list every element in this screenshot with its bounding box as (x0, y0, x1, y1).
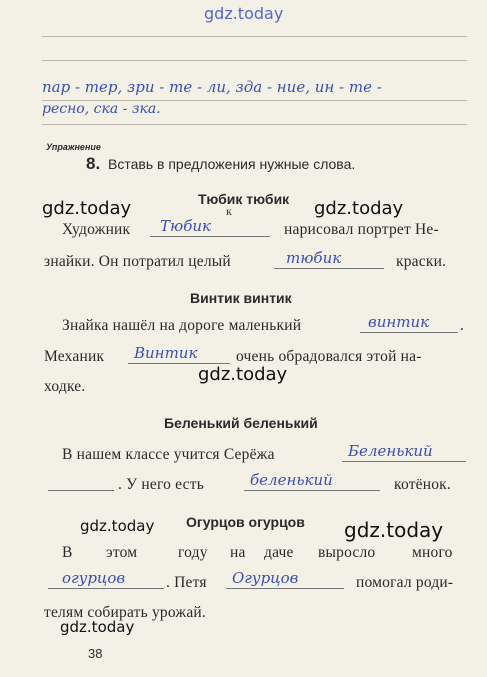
answer-blank (274, 251, 384, 269)
section1-sentence1-end: нарисовал портрет Не- (284, 221, 439, 238)
answer-blank (226, 571, 344, 589)
section4-word: В (62, 544, 73, 561)
watermark: gdz.today (344, 518, 444, 542)
section4-answer1: огурцов (62, 569, 126, 587)
section4-word: даче (264, 544, 294, 561)
section4-heading: Огурцов огурцов (186, 514, 305, 530)
section3-answer2: беленький (250, 471, 333, 489)
watermark: gdz.today (198, 364, 288, 385)
watermark: gdz.today (42, 198, 132, 219)
watermark-top: gdz.today (204, 4, 284, 23)
section3-sentence2-end: котёнок. (394, 476, 451, 493)
section4-answer2: Огурцов (232, 569, 299, 587)
exercise-label: Упражнение (46, 142, 101, 152)
section4-sentence2-mid: . Петя (166, 574, 207, 591)
watermark: gdz.today (314, 198, 404, 219)
answer-blank (48, 571, 164, 589)
exercise-instruction: Вставь в предложения нужные слова. (108, 156, 356, 172)
section4-word: выросло (318, 544, 376, 561)
ruled-line (42, 36, 467, 37)
answer-blank (150, 219, 270, 237)
section2-sentence3: ходке. (44, 378, 86, 395)
handwriting-line-2: ресно, ска - зка. (42, 101, 161, 117)
section4-sentence2-end: помогал роди- (356, 574, 454, 591)
section2-answer1: винтик (368, 313, 430, 331)
section3-sentence2-mid: . У него есть (118, 476, 204, 493)
handwriting-line-1: пар - тер, зри - те - ли, зда - ние, ин - те - (42, 78, 382, 96)
section4-sentence3: телям собирать урожай. (44, 604, 206, 621)
section4-word: этом (106, 544, 138, 561)
section4-word: году (178, 544, 208, 561)
ruled-line (42, 124, 467, 125)
watermark: gdz.today (80, 517, 155, 535)
section1-answer2: тюбик (286, 249, 342, 267)
section3-answer1: Беленький (348, 442, 433, 460)
section1-sentence2-end: краски. (396, 253, 447, 270)
section1-sentence2-start: знайки. Он потратил целый (44, 253, 231, 270)
section3-heading: Беленький беленький (164, 415, 318, 431)
answer-blank (244, 473, 380, 491)
section2-heading: Винтик винтик (190, 290, 292, 306)
section1-sentence1-start: Художник (62, 221, 131, 238)
section1-answer1: Тюбик (160, 217, 211, 235)
answer-blank (360, 315, 458, 333)
section2-sentence1-end: . (460, 317, 465, 334)
section2-sentence2-end: очень обрадовался этой на- (236, 348, 422, 365)
watermark: gdz.today (60, 618, 135, 636)
page-number: 38 (88, 646, 103, 661)
section1-heading: Тюбик тюбик (198, 191, 290, 207)
section2-sentence1-start: Знайка нашёл на дороге маленький (62, 317, 302, 334)
answer-blank (128, 346, 230, 364)
section1-accent: к (226, 204, 232, 218)
answer-blank-continued (48, 473, 114, 491)
section4-word: много (412, 544, 453, 561)
ruled-line (42, 60, 467, 61)
exercise-number: 8. (86, 154, 101, 173)
section3-sentence1-start: В нашем классе учится Серёжа (62, 446, 275, 463)
section4-word: на (230, 544, 246, 561)
section2-answer2: Винтик (134, 344, 198, 362)
section2-sentence2-start: Механик (44, 348, 105, 365)
answer-blank (342, 444, 466, 462)
